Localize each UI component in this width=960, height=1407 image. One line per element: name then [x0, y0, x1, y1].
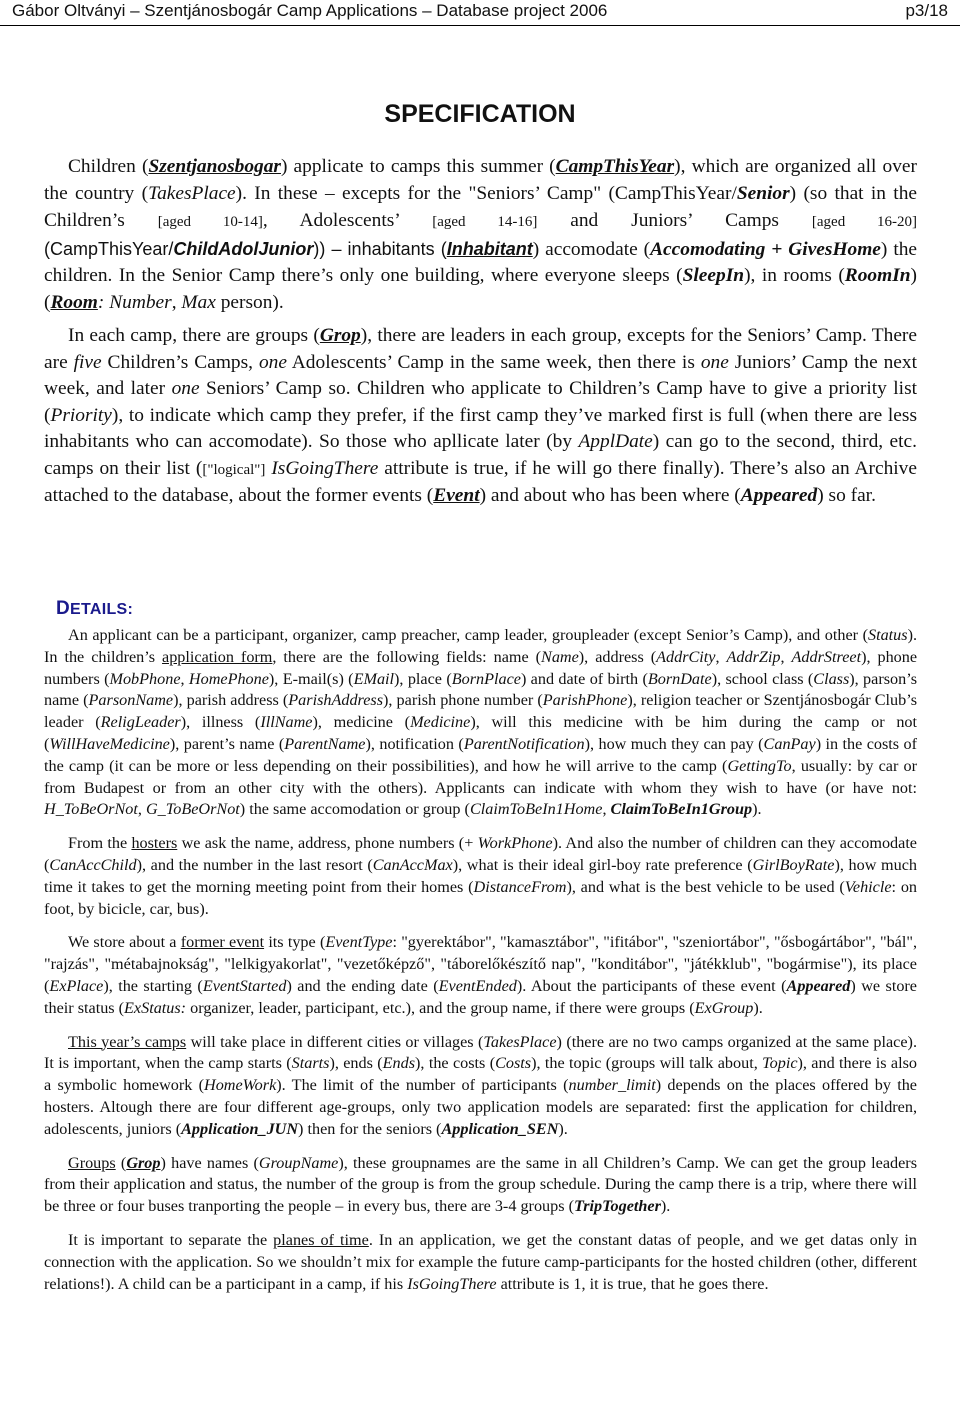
paragraph: In each camp, there are groups (Grop), there are leaders in each group, excepts for the Seniors’ Camp. There are five Children’s Camps, one Adolescents’ Camp in the same week, then there is one Juniors’ Camp the next week, and later one Seniors’ Camp so. Children who applicate to Children’s Camp have to give a priority list (Priority), to indicate which camp they prefer, if the first camp they’ve marked first is full (when there are less inhabitants who can accomodate). So those who apllicate later (by ApplDate) can go to the second, third, etc. camps on their list (["logical"] IsGoingThere attribute is true, if he will go there finally). There’s also an Archive attached to the database, about the former events (Event) and about who has been where (Appeared) so far.: [44, 325, 917, 506]
section-title: SPECIFICATION: [384, 100, 576, 128]
paragraph: From the hosters we ask the name, address, phone numbers (+ WorkPhone). And also the number of children can they accomodate (CanAccChild), and the number in the last resort (CanAccMax), what is their ideal girl-boy rate preference (GirlBoyRate), how much time it takes to get the morning meeting point from their homes (DistanceFrom), and what is the best vehicle to be used (Vehicle: on foot, by bicicle, car, bus).: [44, 834, 918, 918]
paragraph: An applicant can be a participant, organizer, camp preacher, camp leader, groupleader (except Senior’s Camp), and other (Status). In the children’s application form, there are the following fields: name (Name), address (AddrCity, AddrZip, AddrStreet), phone numbers (MobPhone, HomePhone), E-mail(s) (EMail), place (BornPlace) and date of birth (BornDate), school class (Class), parson’s name (ParsonName), parish address (ParishAddress), parish phone number (ParishPhone), religion teacher or Szentjánosbogár Club’s leader (ReligLeader), illness (IllName), medicine (Medicine), will this medicine with be him during the camp or not (WillHaveMedicine), parent’s name (ParentName), notification (ParentNotification), how much they can pay (CanPay) in the costs of the camp (it can be more or less depending on their possibilities), and how he will arrive to the camp (GettingTo, usually: by car or from Budapest or from an other city with the others). Applicants can indicate with whom they wish to have (or have not: H_ToBeOrNot, G_ToBeOrNot) the same accomodation or group (ClaimToBeIn1Home, ClaimToBeIn1Group).: [44, 626, 918, 819]
paragraph: Children (Szentjanosbogar) applicate to camps this summer (CampThisYear), which are organized all over the country (TakesPlace). In these – excepts for the "Seniors’ Camp" (CampThisYear/Senior) (so that in the Children’s [aged 10-14], Adolescents’ [aged 14-16] and Juniors’ Camps [aged 16-20] (CampThisYear/ChildAdolJunior)) – inhabitants (Inhabitant) accomodate (Accomodating + GivesHome) the children. In the Senior Camp there’s only one building, where everyone sleeps (SleepIn), in rooms (RoomIn) (Room: Number, Max person).: [44, 156, 918, 313]
specification-body: [44, 154, 917, 517]
paragraph: This year’s camps will take place in different cities or villages (TakesPlace) (there are no two camps organized at the same place). It is important, when the camp starts (Starts), ends (Ends), the costs (Costs), the topic (groups will talk about, Topic), and there is also a symbolic homework (HomeWork). The limit of the number of participants (number_limit) depends on the places offered by the hosters. Altough there are four different age-groups, only two application models are separated: first the application for children, adolescents, juniors (Application_JUN) then for the seniors (Application_SEN).: [44, 1032, 917, 1138]
paragraph: It is important to separate the planes of time. In an application, we get the constant datas of people, and we get datas only in connection with the application. So we shouldn’t mix for example the future camp-participants for the hosted children (other, different relations!). A child can be a participant in a camp, if his IsGoingThere attribute is 1, it is true, that he goes there.: [44, 1230, 918, 1293]
paragraph: Groups (Grop) have names (GroupName), these groupnames are the same in all Children’s Camp. We can get the group leaders from their application and status, the number of the group is from the group schedule. During the camp there is a trip, where there will be three or four buses tranporting the people – in every bus, there are 3-4 groups (TripTogether).: [44, 1153, 917, 1216]
page-number: p3/18: [905, 1, 948, 20]
details-heading: DETAILS:: [56, 598, 134, 619]
details-body: [44, 625, 917, 1307]
page-header: [0, 0, 960, 26]
header-title: Gábor Oltványi – Szentjánosbogár Camp Applications – Database project 2006: [12, 1, 608, 20]
paragraph: We store about a former event its type (EventType: "gyerektábor", "kamasztábor", "ifitábor", "szeniortábor", "ősbogártábor", "bál", "rajzás", "métabajnokság", "lelkigyakorlat", "vezetőképző", "táborelőkészítő nap", "konditábor", "játékklub", "bogármise"), its place (ExPlace), the starting (EventStarted) and the ending date (EventEnded). About the participants of these event (Appeared) we store their status (ExStatus: organizer, leader, participant, etc.), and the group name, if there were groups (ExGroup).: [44, 933, 917, 1017]
